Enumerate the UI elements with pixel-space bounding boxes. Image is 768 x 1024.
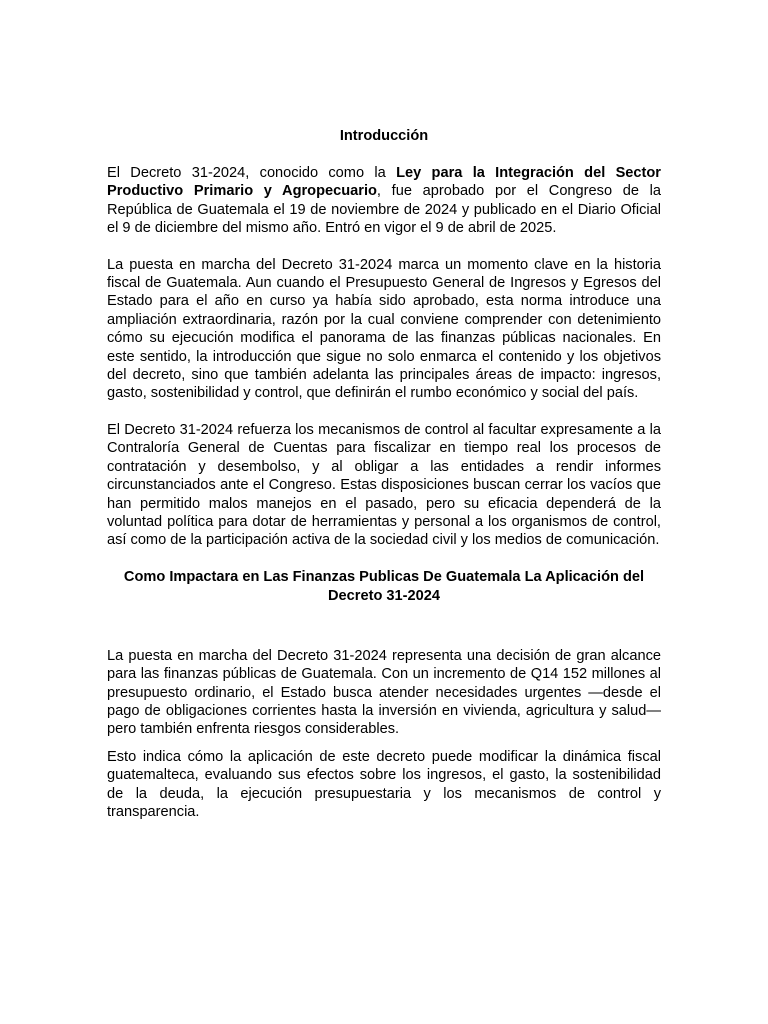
paragraph-context: La puesta en marcha del Decreto 31-2024 marca un momento clave en la historia fiscal de Guatemala. Aun cuando el Presupuesto General de Ingresos y Egresos del Estado para el año en curso ya había sido aprobado, esta norma introduce una ampliación extraordinaria, razón por la cual conviene comprender con detenimiento cómo su ejecución modifica el panorama de las finanzas públicas nacionales. En este sentido, la introducción que sigue no solo enmarca el contenido y los objetivos del decreto, sino que también adelanta las principales áreas de impacto: ingresos, gasto, sostenibilidad y control, que definirán el rumbo económico y social del país. xyxy=(107,256,661,402)
law-name-bold: Ley para la Integración del Sector Productivo Primario y Agropecuario xyxy=(107,165,661,200)
paragraph-conclusion: Esto indica cómo la aplicación de este decreto puede modificar la dinámica fiscal guatemalteca, evaluando sus efectos sobre los ingresos, el gasto, la sostenibilidad de la deuda, la ejecución presupuestaria y los mecanismos de control y transparencia. xyxy=(107,748,661,820)
paragraph-control: El Decreto 31-2024 refuerza los mecanismos de control al facultar expresamente a la Contraloría General de Cuentas para fiscalizar en tiempo real los procesos de contratación y desembolso, y al obligar a las entidades a rendir informes circunstanciados ante el Congreso. Estas disposiciones buscan cerrar los vacíos que han permitido malos manejos en el pasado, pero su eficacia dependerá de la voluntad política para dotar de herramientas y personal a los organismos de control, así como de la participación activa de la sociedad civil y los medios de comunicación. xyxy=(107,421,661,549)
document-title: Introducción xyxy=(339,128,429,144)
paragraph-impact: La puesta en marcha del Decreto 31-2024 representa una decisión de gran alcance para las finanzas públicas de Guatemala. Con un incremento de Q14 152 millones al presupuesto ordinario, el Estado busca atender necesidades urgentes —desde el pago de obligaciones corrientes hasta la inversión en vivienda, agricultura y salud— pero también enfrenta riesgos considerables. xyxy=(107,647,661,738)
section-subtitle: Como Impactara en Las Finanzas Publicas De Guatemala La Aplicación del Decreto 31-2024 xyxy=(123,568,645,605)
paragraph-intro-text-before: El Decreto 31-2024, conocido como la xyxy=(107,165,397,181)
paragraph-intro xyxy=(107,164,661,238)
document-page xyxy=(107,126,661,839)
paragraph-intro-text-after: , fue aprobado por el Congreso de la República de Guatemala el 19 de noviembre de 2024 y publicado en el Diario Oficial el 9 de diciembre del mismo año. Entró en vigor el 9 de abril de 2025. xyxy=(107,183,662,237)
